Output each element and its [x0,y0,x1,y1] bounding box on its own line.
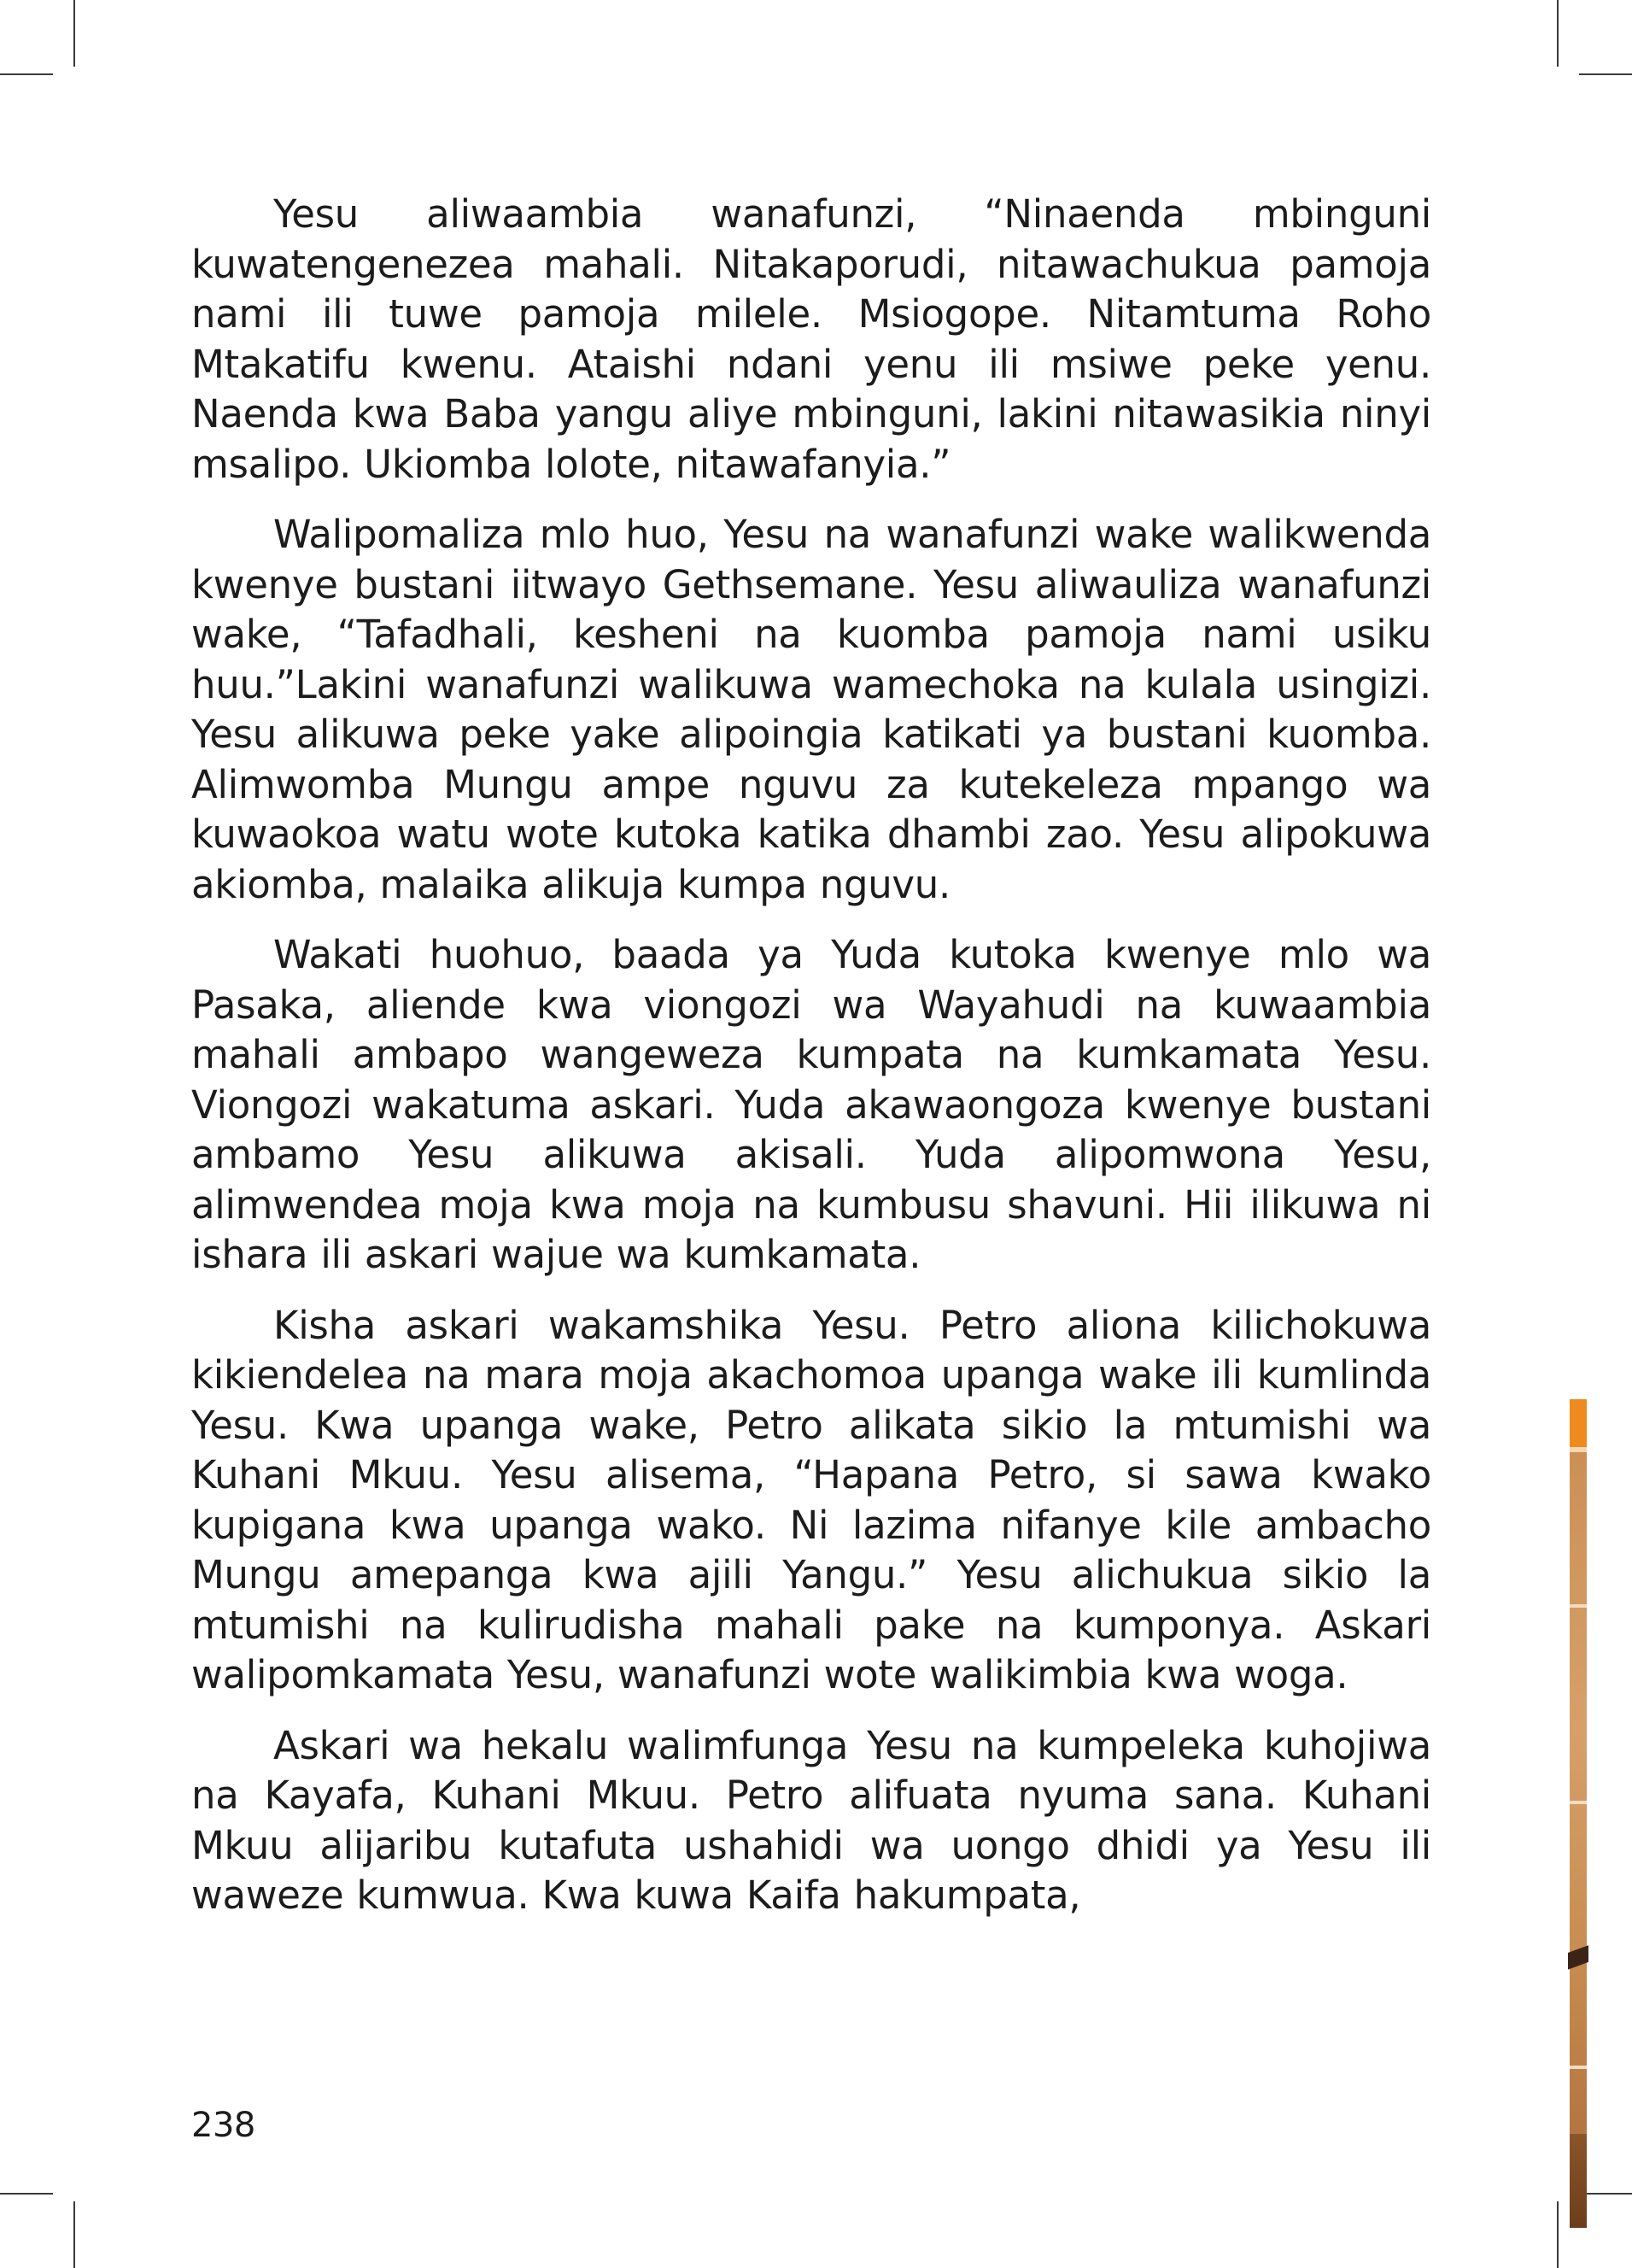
paragraph: Kisha askari wakamshika Yesu. Petro aliona kilichokuwa kikiendelea na mara moja akachomoa upanga wake ili kumlinda Yesu. Kwa upanga wake, Petro alikata sikio la mtumishi wa Kuhani Mkuu. Yesu alisema, “Hapana Petro, si sawa kwako kupigana kwa upanga wako. Ni lazima nifanye kile ambacho Mungu amepanga kwa ajili Yangu.” Yesu alichukua sikio la mtumishi na kulirudisha mahali pake na kumponya. Askari walipomkamata Yesu, wanafunzi wote walikimbia kwa woga. [191,1302,1431,1697]
crop-mark-bottom-right-horizontal [1579,2193,1632,2195]
strip-dark-slash [1568,1929,1588,1989]
crop-mark-top-right-horizontal [1579,73,1632,75]
strip-stripe [1570,2066,1587,2069]
decorative-side-strip [1570,1399,1587,2228]
crop-mark-top-right-vertical [1557,0,1559,67]
crop-mark-top-left-vertical [73,0,75,67]
paragraph: Yesu aliwaambia wanafunzi, “Ninaenda mbinguni kuwatengenezea mahali. Nitakaporudi, nitawachukua pamoja nami ili tuwe pamoja milele. Msiogope. Nitamtuma Roho Mtakatifu kwenu. Ataishi ndani yenu ili msiwe peke yenu. Naenda kwa Baba yangu aliye mbinguni, lakini nitawasikia ninyi msalipo. Ukiomba lolote, nitawafanyia.” [191,191,1431,487]
strip-light-band [1570,1447,1587,1452]
strip-dark-segment [1570,2134,1587,2228]
strip-stripe [1570,1604,1587,1608]
crop-mark-bottom-left-horizontal [0,2193,53,2195]
crop-mark-top-left-horizontal [0,73,53,75]
page-number: 238 [191,2106,255,2145]
paragraph: Askari wa hekalu walimfunga Yesu na kumpeleka kuhojiwa na Kayafa, Kuhani Mkuu. Petro alifuata nyuma sana. Kuhani Mkuu alijaribu kutafuta ushahidi wa uongo dhidi ya Yesu ili waweze kumwua. Kwa kuwa Kaifa hakumpata, [191,1722,1431,1918]
paragraph: Wakati huohuo, baada ya Yuda kutoka kwenye mlo wa Pasaka, aliende kwa viongozi wa Wayahudi na kuwaambia mahali ambapo wangeweza kumpata na kumkamata Yesu. Viongozi wakatuma askari. Yuda akawaongoza kwenye bustani ambamo Yesu alikuwa akisali. Yuda alipomwona Yesu, alimwendea moja kwa moja na kumbusu shavuni. Hii ilikuwa ni ishara ili askari wajue wa kumkamata. [191,932,1431,1277]
strip-stripe [1570,1801,1587,1804]
strip-orange-segment [1570,1399,1587,1447]
page-body [191,190,1431,1942]
crop-mark-bottom-right-vertical [1557,2201,1559,2268]
paragraph: Walipomaliza mlo huo, Yesu na wanafunzi wake walikwenda kwenye bustani iitwayo Gethsemane. Yesu aliwauliza wanafunzi wake, “Tafadhali, kesheni na kuomba pamoja nami usiku huu.”Lakini wanafunzi walikuwa wamechoka na kulala usingizi. Yesu alikuwa peke yake alipoingia katikati ya bustani kuomba. Alimwomba Mungu ampe nguvu za kutekeleza mpango wa kuwaokoa watu wote kutoka katika dhambi zao. Yesu alipokuwa akiomba, malaika alikuja kumpa nguvu. [191,512,1431,907]
crop-mark-bottom-left-vertical [73,2201,75,2268]
